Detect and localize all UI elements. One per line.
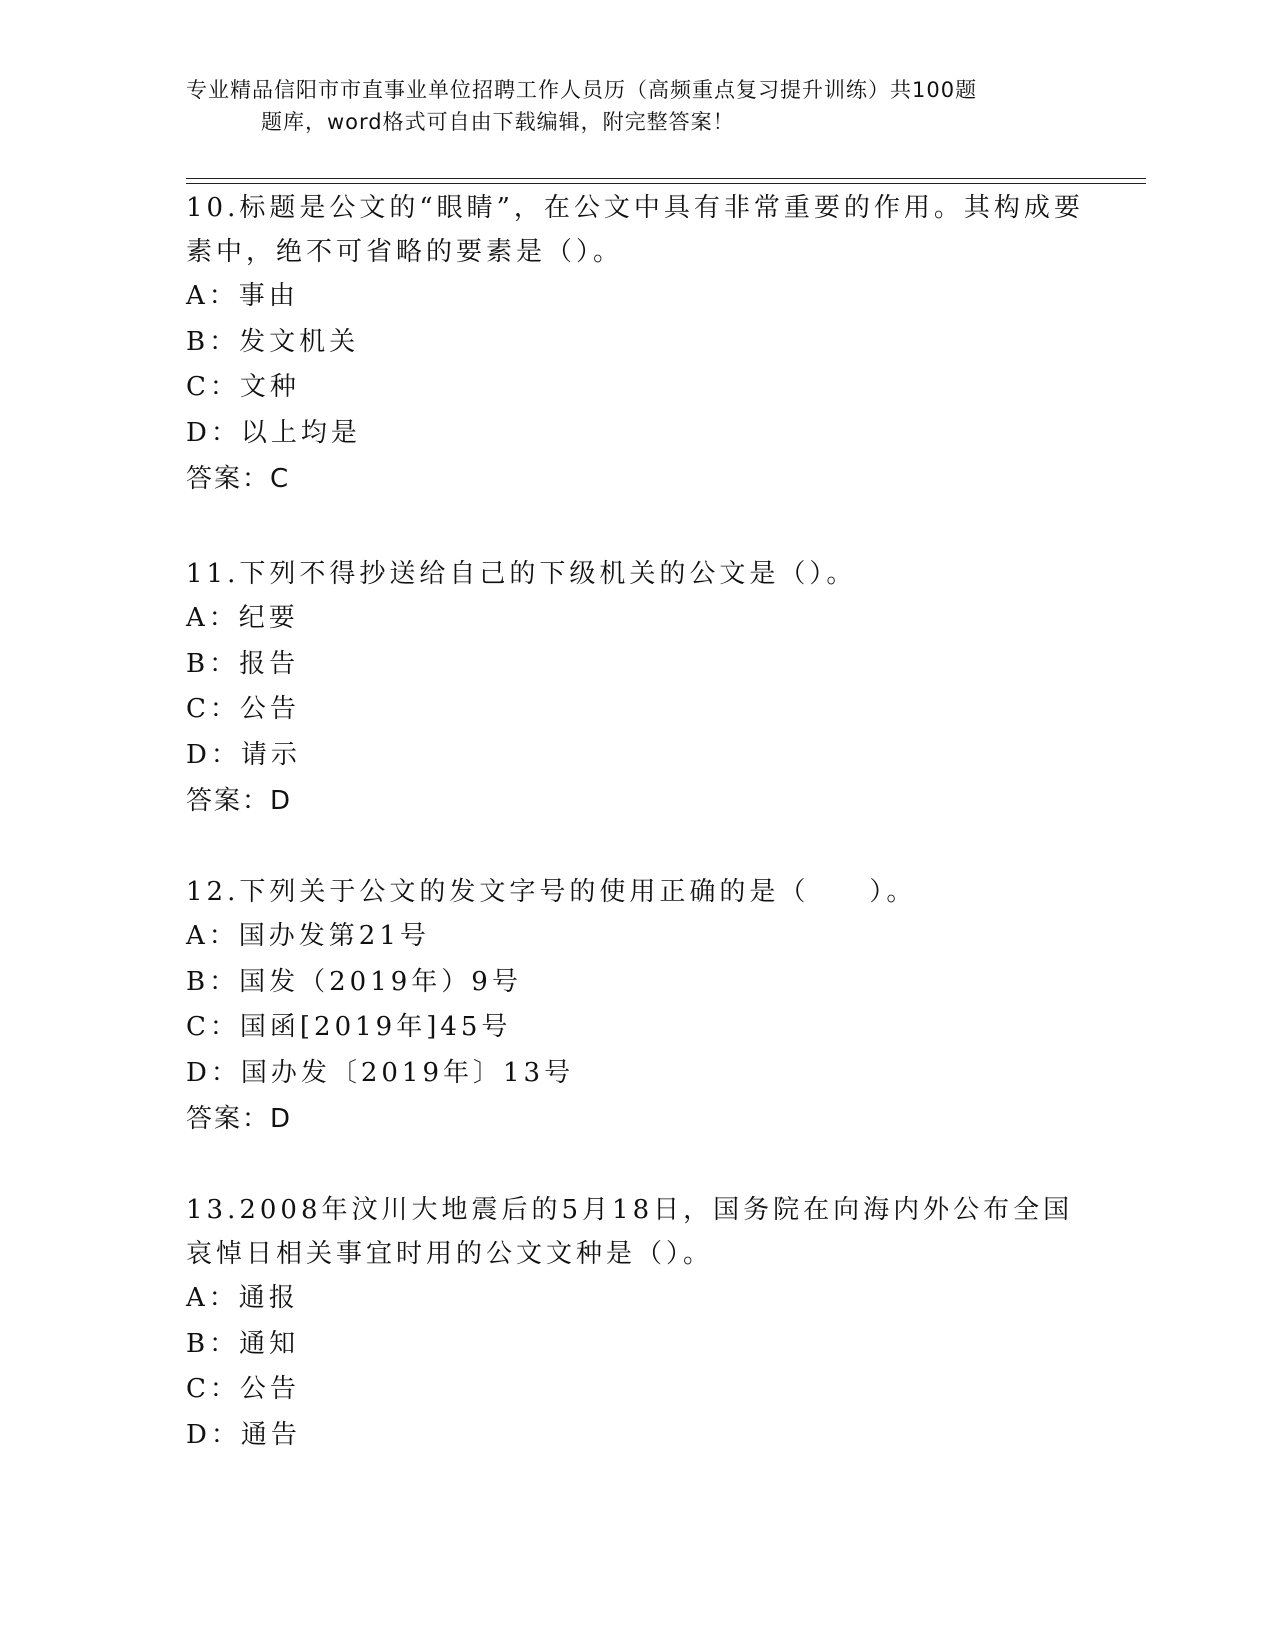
- option-a: A：通报: [186, 1283, 299, 1313]
- answer: 答案：D: [186, 786, 293, 816]
- option-c: C：国函[2019年]45号: [186, 1012, 512, 1042]
- question-stem: 11.下列不得抄送给自己的下级机关的公文是（）。: [186, 559, 857, 589]
- question-stem: 10.标题是公文的“眼睛”，在公文中具有非常重要的作用。其构成要素中，绝不可省略的要素是（）。: [186, 193, 1084, 267]
- question-10: [186, 186, 1086, 502]
- option-d: D：以上均是: [186, 417, 361, 448]
- option-a: A：事由: [186, 281, 299, 311]
- option-b: B：报告: [186, 648, 300, 679]
- header-line-1: 专业精品信阳市市直事业单位招聘工作人员历（高频重点复习提升训练）共100题: [186, 78, 978, 102]
- answer: 答案：D: [186, 1104, 293, 1134]
- header-divider-bottom: [186, 183, 1146, 184]
- option-d: D：请示: [186, 739, 301, 770]
- option-c: C：公告: [186, 694, 300, 724]
- option-b: B：国发（2019年）9号: [186, 966, 522, 997]
- option-c: C：公告: [186, 1374, 300, 1404]
- question-11: [186, 552, 1086, 824]
- question-13: [186, 1188, 1086, 1458]
- option-b: B：通知: [186, 1328, 300, 1359]
- option-d: D：通告: [186, 1419, 301, 1450]
- header-line-2: 题库，word格式可自由下载编辑，附完整答案！: [261, 110, 735, 134]
- option-c: C：文种: [186, 372, 300, 402]
- option-a: A：国办发第21号: [186, 921, 430, 951]
- header-divider-top: [186, 178, 1146, 179]
- option-a: A：纪要: [186, 603, 299, 633]
- document-header: [186, 74, 1086, 138]
- option-d: D：国办发〔2019年〕13号: [186, 1057, 575, 1088]
- answer: 答案：C: [186, 464, 291, 494]
- question-12: [186, 870, 1086, 1142]
- question-stem: 12.下列关于公文的发文字号的使用正确的是（ ）。: [186, 877, 917, 907]
- question-stem: 13.2008年汶川大地震后的5月18日，国务院在向海内外公布全国哀悼日相关事宜时用的公文文种是（）。: [186, 1195, 1074, 1269]
- option-b: B：发文机关: [186, 326, 360, 357]
